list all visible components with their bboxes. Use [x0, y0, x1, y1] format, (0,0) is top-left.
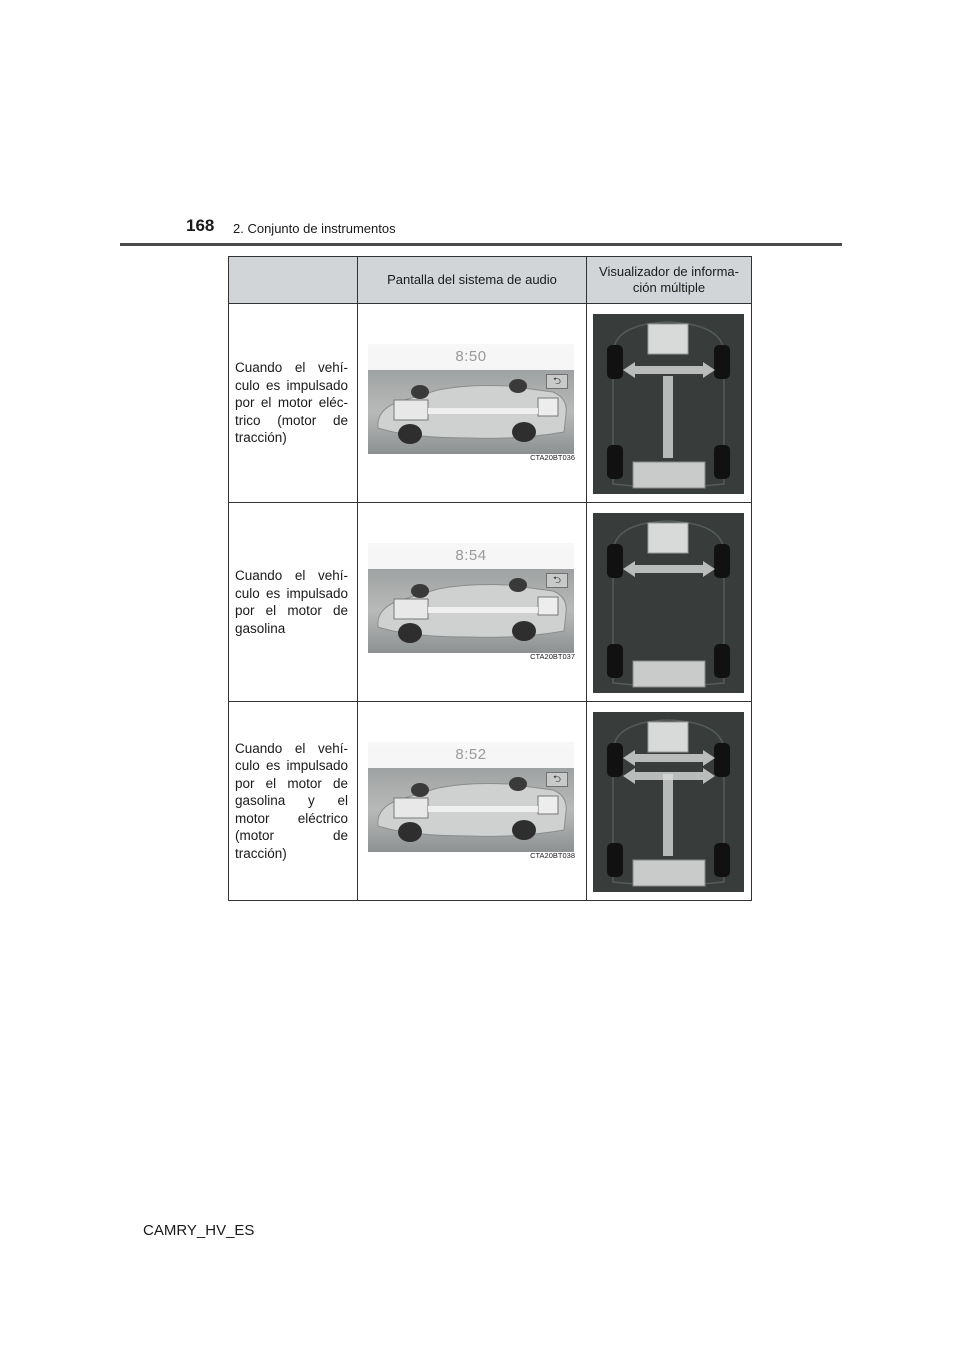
front-wheel-top	[411, 783, 429, 797]
multi-info-screen-image	[593, 513, 744, 693]
page-number: 168	[186, 216, 215, 235]
wheel-0	[607, 544, 623, 578]
wheel-0	[607, 743, 623, 777]
audio-display-cell	[358, 702, 587, 901]
table-header-row	[229, 257, 752, 304]
rear-wheel-top	[509, 578, 527, 592]
row-description: Cuando el vehí- culo es impulsado por el motor de gasolina y el motor eléctrico (motor de tracción)	[235, 740, 348, 861]
row-description-cell	[229, 702, 358, 901]
battery-flow-line	[663, 376, 673, 458]
front-wheel	[398, 822, 422, 842]
energy-flow-diagram	[593, 513, 744, 693]
return-arrow-icon: ⮌	[546, 573, 568, 588]
hybrid-car-illustration	[368, 370, 574, 454]
audio-screen-image	[368, 543, 574, 653]
battery-flow-line	[663, 774, 673, 856]
figure-code: CTA20BT037	[530, 652, 575, 661]
battery-unit	[538, 398, 558, 416]
clock-display: 8:50	[455, 348, 487, 365]
multi-info-display-cell	[587, 304, 752, 503]
header-audio-display: Pantalla del sistema de audio	[358, 257, 587, 304]
multi-info-screen-image	[593, 712, 744, 892]
wheel-2	[607, 644, 623, 678]
clock-display: 8:52	[455, 746, 487, 763]
wheel-1	[714, 345, 730, 379]
drive-shaft	[428, 408, 538, 414]
battery-pack	[633, 661, 705, 687]
return-arrow-icon: ⮌	[546, 772, 568, 787]
axle-flow-arrow	[623, 362, 715, 378]
figure-code: CTA20BT038	[530, 851, 575, 860]
battery-pack	[633, 860, 705, 886]
axle-flow-arrow	[623, 561, 715, 577]
audio-display-cell	[358, 503, 587, 702]
return-arrow-icon: ⮌	[546, 374, 568, 389]
wheel-3	[714, 843, 730, 877]
battery-pack	[633, 462, 705, 488]
row-description-cell	[229, 503, 358, 702]
hybrid-car-illustration	[368, 768, 574, 852]
drive-shaft	[428, 607, 538, 613]
wheel-0	[607, 345, 623, 379]
front-wheel-top	[411, 584, 429, 598]
energy-flow-diagram	[593, 712, 744, 892]
battery-unit	[538, 796, 558, 814]
energy-monitor-panel	[368, 768, 574, 852]
doc-id: CAMRY_HV_ES	[143, 1222, 255, 1239]
wheel-2	[607, 445, 623, 479]
table-row	[229, 304, 752, 503]
header-rule	[120, 243, 842, 246]
wheel-1	[714, 743, 730, 777]
power-flow-table	[228, 256, 752, 901]
engine-unit	[394, 599, 428, 619]
engine-unit	[394, 400, 428, 420]
row-description: Cuando el vehí- culo es impulsado por el motor eléc- trico (motor de tracción)	[235, 360, 348, 446]
drive-shaft	[428, 806, 538, 812]
engine-block	[648, 324, 688, 354]
row-description-cell	[229, 304, 358, 503]
figure-code: CTA20BT036	[530, 453, 575, 462]
multi-info-display-cell	[587, 702, 752, 901]
header-empty	[229, 257, 358, 304]
table-row	[229, 503, 752, 702]
front-wheel	[398, 623, 422, 643]
rear-wheel	[512, 422, 536, 442]
engine-block	[648, 523, 688, 553]
header-multi-info-display: Visualizador de informa- ción múltiple	[587, 257, 752, 304]
wheel-2	[607, 843, 623, 877]
front-wheel-top	[411, 385, 429, 399]
wheel-1	[714, 544, 730, 578]
wheel-3	[714, 445, 730, 479]
rear-wheel-top	[509, 777, 527, 791]
clock-display: 8:54	[455, 547, 487, 564]
rear-wheel	[512, 820, 536, 840]
front-wheel	[398, 424, 422, 444]
battery-unit	[538, 597, 558, 615]
row-description: Cuando el vehí- culo es impulsado por el motor de gasolina	[235, 568, 348, 636]
audio-screen-image	[368, 742, 574, 852]
engine-block	[648, 722, 688, 752]
audio-display-cell	[358, 304, 587, 503]
energy-monitor-panel	[368, 569, 574, 653]
rear-wheel-top	[509, 379, 527, 393]
multi-info-screen-image	[593, 314, 744, 494]
audio-screen-image	[368, 344, 574, 454]
energy-monitor-panel	[368, 370, 574, 454]
engine-unit	[394, 798, 428, 818]
multi-info-display-cell	[587, 503, 752, 702]
hybrid-car-illustration	[368, 569, 574, 653]
rear-wheel	[512, 621, 536, 641]
section-title: 2. Conjunto de instrumentos	[233, 221, 396, 236]
wheel-3	[714, 644, 730, 678]
table-row	[229, 702, 752, 901]
energy-flow-diagram	[593, 314, 744, 494]
